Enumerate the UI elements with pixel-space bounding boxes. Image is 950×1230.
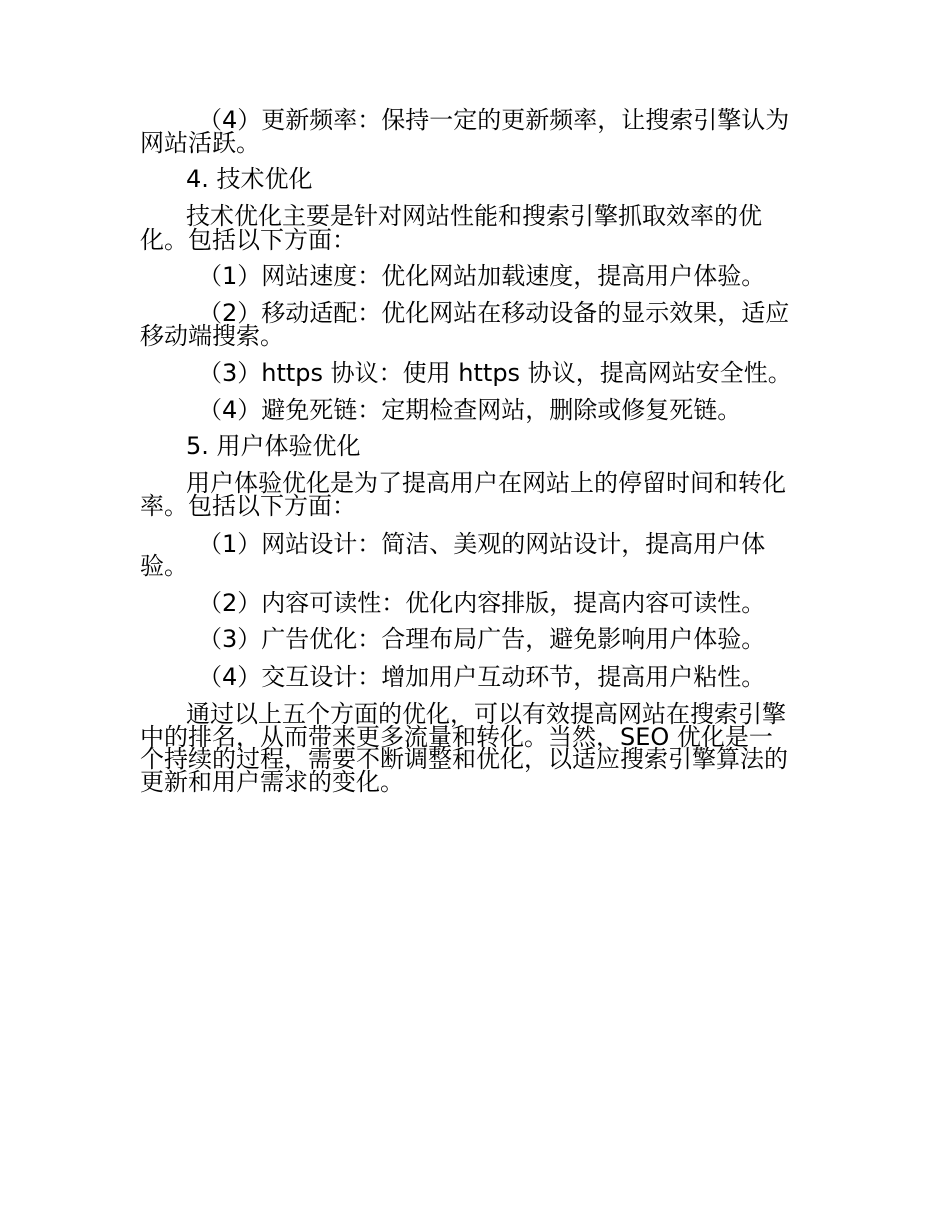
text-line: 技术优化主要是针对网站性能和搜索引擎抓取效率的优 xyxy=(186,202,762,230)
list-item: （4）避免死链：定期检查网站，删除或修复死链。 xyxy=(198,396,742,424)
text-line: 通过以上五个方面的优化，可以有效提高网站在搜索引擎 xyxy=(186,700,786,728)
list-item: （2）内容可读性：优化内容排版，提高内容可读性。 xyxy=(198,589,766,617)
text-line: 化。包括以下方面： xyxy=(140,226,356,254)
list-item: （4）交互设计：增加用户互动环节，提高用户粘性。 xyxy=(198,663,766,691)
text-line: 网站活跃。 xyxy=(140,129,260,157)
list-item: （1）网站速度：优化网站加载速度，提高用户体验。 xyxy=(198,262,766,290)
text-line: 个持续的过程，需要不断调整和优化，以适应搜索引擎算法的 xyxy=(140,745,788,773)
text-line: 中的排名，从而带来更多流量和转化。当然，SEO 优化是一 xyxy=(140,723,773,751)
list-item: （2）移动适配：优化网站在移动设备的显示效果，适应 xyxy=(198,299,790,327)
text-line: 率。包括以下方面： xyxy=(140,492,356,520)
list-item: （3）https 协议：使用 https 协议，提高网站安全性。 xyxy=(198,359,792,387)
text-line: 验。 xyxy=(140,552,188,580)
section-heading: 4. 技术优化 xyxy=(186,165,313,193)
text-line: 用户体验优化是为了提高用户在网站上的停留时间和转化 xyxy=(186,469,786,497)
section-heading: 5. 用户体验优化 xyxy=(186,432,361,460)
list-item: （1）网站设计：简洁、美观的网站设计，提高用户体 xyxy=(198,530,766,558)
text-line: （4）更新频率：保持一定的更新频率，让搜索引擎认为 xyxy=(198,106,790,134)
text-line: 移动端搜索。 xyxy=(140,322,284,350)
list-item: （3）广告优化：合理布局广告，避免影响用户体验。 xyxy=(198,625,766,653)
text-line: 更新和用户需求的变化。 xyxy=(140,768,404,796)
